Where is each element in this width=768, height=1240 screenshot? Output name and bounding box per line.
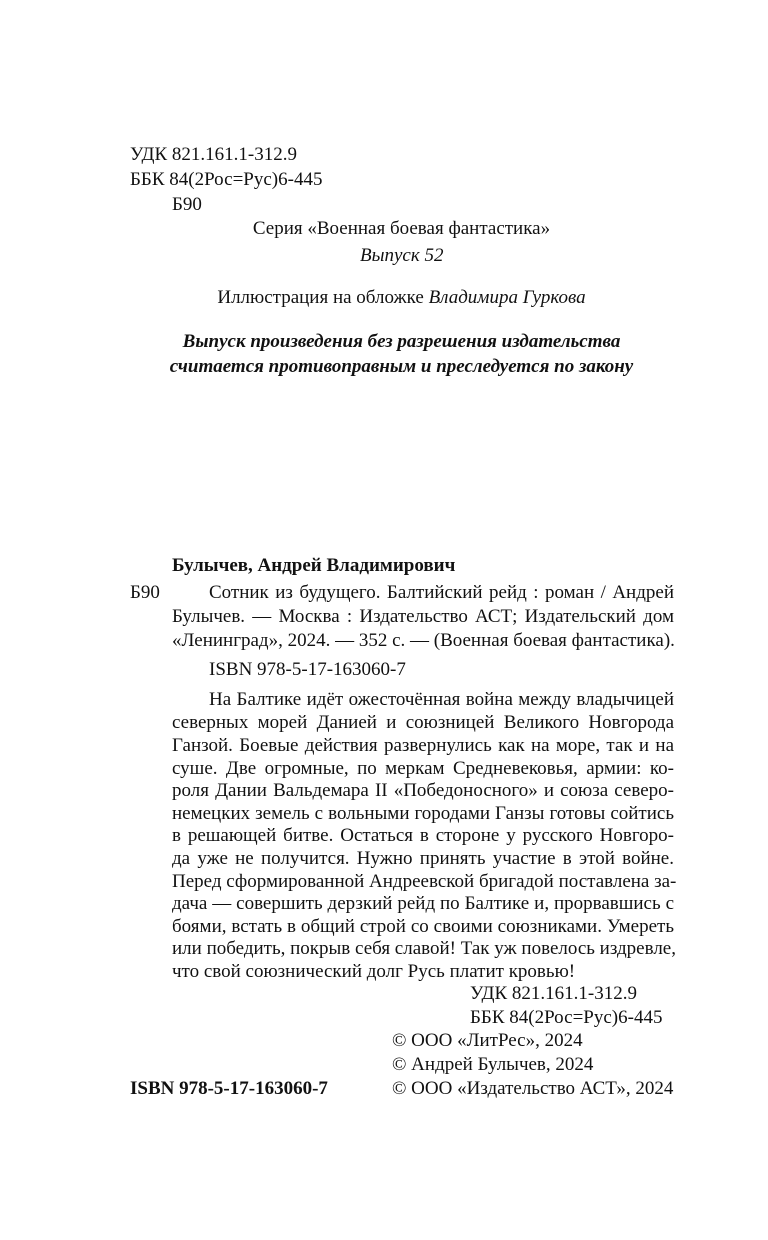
footer-bbk-code: ББК 84(2Рос=Рус)6-445	[470, 1007, 663, 1028]
series-issue: Выпуск 52	[360, 245, 444, 266]
udk-code: УДК 821.161.1-312.9	[130, 144, 297, 165]
footer-udk-code: УДК 821.161.1-312.9	[470, 983, 637, 1004]
illustration-artist: Владимира Гуркова	[428, 287, 586, 308]
annotation-line: роля Дании Вальдемара II «Победоносного» и союза северо-	[172, 780, 674, 801]
bbk-code: ББК 84(2Рос=Рус)6-445	[130, 169, 323, 190]
series-title: Серия «Военная боевая фантастика»	[252, 218, 551, 239]
annotation-line: боями, встать в общий строй со своими союзниками. Умереть	[172, 916, 674, 937]
footer-isbn: ISBN 978-5-17-163060-7	[130, 1078, 328, 1099]
catalog-line-3: «Ленинград», 2024. — 352 с. — (Военная боевая фантастика).	[172, 630, 675, 651]
annotation-line: северных морей Данией и союзницей Великого Новгорода	[172, 712, 674, 733]
annotation-line: Перед сформированной Андреевской бригадой поставлена за-	[172, 871, 677, 892]
illustration-prefix: Иллюстрация на обложке	[217, 287, 429, 308]
annotation-line-last: что свой союзнический долг Русь платит кровью!	[172, 961, 576, 982]
warning-line-1: Выпуск произведения без разрешения издательства	[182, 331, 621, 352]
annotation-line: да уже не получится. Нужно принять участие в этой войне.	[172, 848, 674, 869]
warning-line-2: считается противоправным и преследуется по закону	[169, 356, 634, 377]
annotation-line: в решающей битве. Остаться в стороне у русского Новгоро-	[172, 825, 674, 846]
annotation-line: Ганзой. Боевые действия развернулись как на море, так и на	[172, 735, 674, 756]
author-mark: Б90	[172, 194, 202, 215]
copyright-author: © Андрей Булычев, 2024	[392, 1054, 594, 1075]
copyright-litres: © ООО «ЛитРес», 2024	[392, 1030, 583, 1051]
catalog-author: Булычев, Андрей Владимирович	[172, 555, 456, 576]
catalog-line-2: Булычев. — Москва : Издательство АСТ; Издательский дом	[172, 606, 674, 627]
catalog-mark: Б90	[130, 582, 160, 603]
illustration-credit	[0, 286, 768, 310]
annotation-line: или победить, покрыв себя славой! Так уж повелось издревле,	[172, 938, 676, 959]
catalog-line-1: Сотник из будущего. Балтийский рейд : роман / Андрей	[209, 582, 674, 603]
annotation-line: суше. Две огромные, по меркам Средневековья, армии: ко-	[172, 758, 674, 779]
annotation-line: немецких земель с вольными городами Ганзы готовы сойтись	[172, 803, 674, 824]
copyright-ast: © ООО «Издательство АСТ», 2024	[392, 1078, 674, 1099]
annotation-line: дача — совершить дерзкий рейд по Балтике и, прорвавшись с	[172, 893, 674, 914]
catalog-isbn: ISBN 978-5-17-163060-7	[209, 659, 406, 680]
annotation-line: На Балтике идёт ожесточённая война между владычицей	[209, 689, 674, 710]
